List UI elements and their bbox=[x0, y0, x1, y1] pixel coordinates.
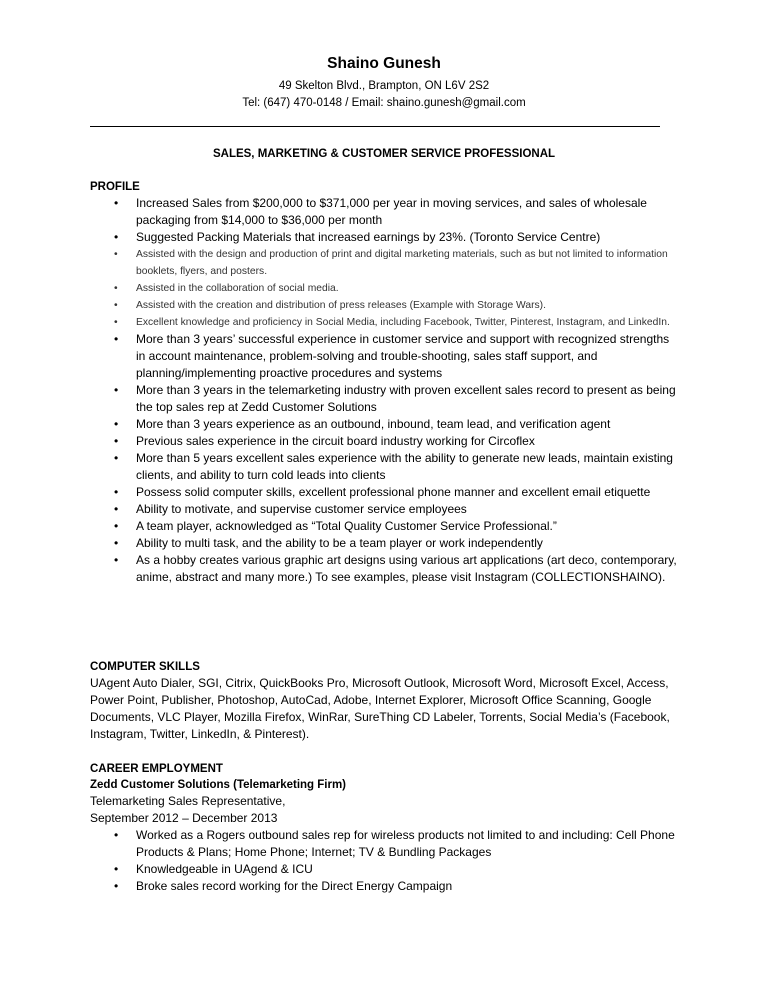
list-item bbox=[90, 827, 680, 861]
candidate-name: Shaino Gunesh bbox=[327, 55, 441, 72]
bullet-icon: • bbox=[114, 249, 118, 260]
list-item bbox=[90, 297, 680, 314]
bullet-icon: • bbox=[114, 283, 118, 294]
list-item bbox=[90, 195, 680, 229]
address: 49 Skelton Blvd., Brampton, ON L6V 2S2 bbox=[278, 80, 490, 92]
bullet-icon: • bbox=[114, 451, 119, 465]
section-title: PROFILE bbox=[90, 181, 140, 193]
profile-section bbox=[90, 179, 680, 586]
list-item-text: More than 3 years in the telemarketing industry with proven excellent sales record to present as being the top sales rep at Zedd Customer Solutions bbox=[136, 383, 676, 414]
bullet-icon: • bbox=[114, 196, 119, 210]
list-item-text: Suggested Packing Materials that increased earnings by 23%. (Toronto Service Centre) bbox=[136, 230, 601, 244]
career-list bbox=[90, 827, 680, 895]
list-item bbox=[90, 416, 680, 433]
job-dates: September 2012 – December 2013 bbox=[90, 811, 278, 825]
list-item-text: Assisted in the collaboration of social media. bbox=[136, 283, 339, 294]
list-item-text: Ability to motivate, and supervise customer service employees bbox=[136, 502, 467, 516]
list-item-text: More than 3 years experience as an outbound, inbound, team lead, and verification agent bbox=[136, 417, 611, 431]
list-item bbox=[90, 535, 680, 552]
profile-list bbox=[90, 195, 680, 586]
bullet-icon: • bbox=[114, 519, 119, 533]
bullet-icon: • bbox=[114, 502, 119, 516]
bullet-icon: • bbox=[114, 300, 118, 311]
list-item-text: Assisted with the creation and distribution of press releases (Example with Storage Wars). bbox=[136, 300, 546, 311]
list-item-text: Assisted with the design and production of print and digital marketing materials, such as but not limited to information booklets, flyers, and posters. bbox=[136, 249, 668, 277]
list-item bbox=[90, 861, 680, 878]
contact-line: Tel: (647) 470-0148 / Email: shaino.gunesh@gmail.com bbox=[242, 97, 526, 109]
job-role: Telemarketing Sales Representative, bbox=[90, 794, 286, 808]
bullet-icon: • bbox=[114, 383, 119, 397]
section-title: COMPUTER SKILLS bbox=[90, 661, 200, 673]
bullet-icon: • bbox=[114, 332, 119, 346]
list-item-text: More than 3 years’ successful experience in customer service and support with recognized strengths in account maintenance, problem-solving and trouble-shooting, sales staff support, and planning/implementing proactive procedures and systems bbox=[136, 332, 670, 380]
bullet-icon: • bbox=[114, 485, 119, 499]
section-title: CAREER EMPLOYMENT bbox=[90, 763, 223, 775]
bullet-icon: • bbox=[114, 536, 119, 550]
bullet-icon: • bbox=[114, 417, 119, 431]
bullet-icon: • bbox=[114, 862, 119, 876]
list-item bbox=[90, 433, 680, 450]
list-item bbox=[90, 331, 680, 382]
list-item bbox=[90, 878, 680, 895]
bullet-icon: • bbox=[114, 828, 119, 842]
list-item-text: Excellent knowledge and proficiency in Social Media, including Facebook, Twitter, Pinterest, Instagram, and LinkedIn. bbox=[136, 317, 670, 328]
list-item bbox=[90, 314, 680, 331]
list-item bbox=[90, 246, 680, 280]
list-item bbox=[90, 501, 680, 518]
list-item bbox=[90, 450, 680, 484]
list-item-text: Worked as a Rogers outbound sales rep for wireless products not limited to and including: Cell Phone Products & Plans; Home Phone; Internet; TV & Bundling Packages bbox=[136, 828, 675, 859]
computer-skills-section bbox=[90, 659, 680, 743]
list-item bbox=[90, 552, 680, 586]
career-section bbox=[90, 761, 680, 895]
bullet-icon: • bbox=[114, 230, 119, 244]
bullet-icon: • bbox=[114, 317, 118, 328]
list-item-text: Ability to multi task, and the ability to be a team player or work independently bbox=[136, 536, 543, 550]
list-item bbox=[90, 518, 680, 535]
list-item-text: Possess solid computer skills, excellent professional phone manner and excellent email etiquette bbox=[136, 485, 651, 499]
bullet-icon: • bbox=[114, 553, 119, 567]
list-item-text: Increased Sales from $200,000 to $371,000 per year in moving services, and sales of wholesale packaging from $14,000 to $36,000 per month bbox=[136, 196, 647, 227]
list-item bbox=[90, 280, 680, 297]
skills-text: UAgent Auto Dialer, SGI, Citrix, QuickBooks Pro, Microsoft Outlook, Microsoft Word, Microsoft Excel, Access, Power Point, Publisher, Photoshop, AutoCad, Adobe, Internet Explorer, Microsoft Office Scanning, Google Documents, VLC Player, Mozilla Firefox, WinRar, SureThing CD Labeler, Torrents, Social Media’s (Facebook, Instagram, Twitter, LinkedIn, & Pinterest). bbox=[90, 676, 670, 741]
company-name: Zedd Customer Solutions (Telemarketing Firm) bbox=[90, 779, 347, 791]
header-divider bbox=[90, 126, 660, 127]
list-item-text: As a hobby creates various graphic art designs using various art applications (art deco, contemporary, anime, abstract and many more.) To see examples, please visit Instagram (COLLECTIONSHAINO). bbox=[136, 553, 677, 584]
list-item bbox=[90, 484, 680, 501]
bullet-icon: • bbox=[114, 879, 119, 893]
professional-headline: SALES, MARKETING & CUSTOMER SERVICE PROFESSIONAL bbox=[212, 148, 556, 160]
list-item-text: Knowledgeable in UAgend & ICU bbox=[136, 862, 313, 876]
list-item-text: Previous sales experience in the circuit board industry working for Circoflex bbox=[136, 434, 535, 448]
list-item bbox=[90, 229, 680, 246]
list-item-text: A team player, acknowledged as “Total Quality Customer Service Professional.” bbox=[136, 519, 557, 533]
list-item-text: More than 5 years excellent sales experience with the ability to generate new leads, maintain existing clients, and ability to turn cold leads into clients bbox=[136, 451, 673, 482]
list-item bbox=[90, 382, 680, 416]
list-item-text: Broke sales record working for the Direct Energy Campaign bbox=[136, 879, 453, 893]
bullet-icon: • bbox=[114, 434, 119, 448]
